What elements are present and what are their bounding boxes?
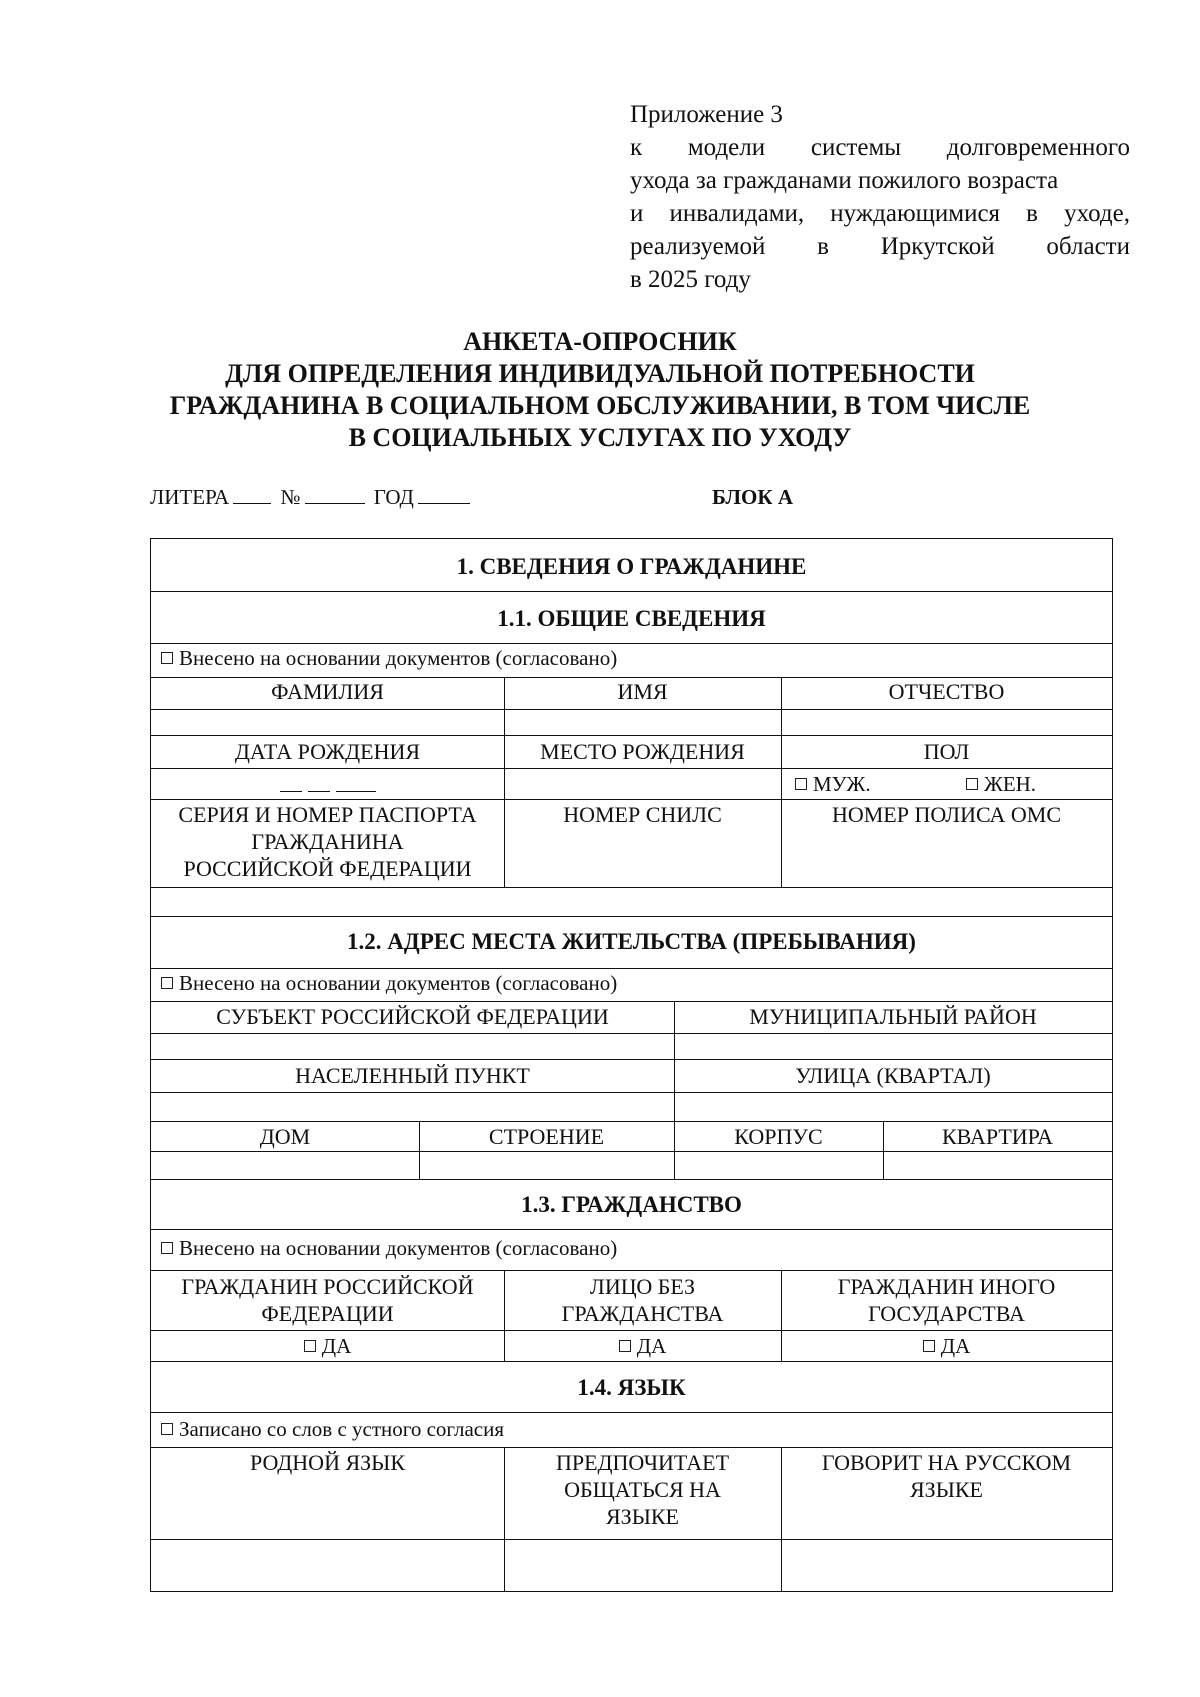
sex-male-option[interactable] bbox=[795, 771, 871, 798]
s13-documents-note bbox=[151, 1235, 1112, 1262]
appendix-line: и инвалидами, нуждающимися в уходе, bbox=[630, 200, 1130, 227]
s14-verbal-note bbox=[151, 1416, 1112, 1443]
appendix-line: в 2025 году bbox=[630, 266, 751, 293]
building-label: СТРОЕНИЕ bbox=[488, 1124, 605, 1149]
litera-label: ЛИТЕРА bbox=[150, 485, 230, 509]
label-line: ГРАЖДАНСТВА bbox=[561, 1301, 724, 1326]
birth-place-label: МЕСТО РОЖДЕНИЯ bbox=[540, 739, 745, 764]
passport-label-line: ГРАЖДАНИНА bbox=[251, 829, 404, 854]
building-field[interactable] bbox=[419, 1152, 674, 1179]
speaks-russian-label bbox=[781, 1449, 1112, 1503]
title-line: АНКЕТА-ОПРОСНИК bbox=[463, 327, 737, 356]
checkbox[interactable] bbox=[619, 1340, 631, 1352]
patronymic-label: ОТЧЕСТВО bbox=[888, 679, 1005, 704]
foreign-citizen-yes-option[interactable] bbox=[781, 1333, 1112, 1360]
surname-label: ФАМИЛИЯ bbox=[271, 679, 384, 704]
locality-label: НАСЕЛЕННЫЙ ПУНКТ bbox=[295, 1063, 530, 1088]
litera-field[interactable] bbox=[233, 485, 271, 504]
preferred-language-field[interactable] bbox=[504, 1540, 781, 1590]
checkbox[interactable] bbox=[161, 1242, 173, 1254]
number-field[interactable] bbox=[305, 485, 365, 504]
appendix-header bbox=[630, 98, 1130, 296]
block-label: БЛОК А bbox=[712, 485, 793, 509]
label-line: ФЕДЕРАЦИИ bbox=[261, 1301, 394, 1326]
label-line: ЯЗЫКЕ bbox=[606, 1504, 679, 1529]
checkbox[interactable] bbox=[161, 1423, 173, 1435]
passport-field[interactable] bbox=[151, 888, 504, 916]
year-field[interactable] bbox=[418, 485, 470, 504]
surname-field[interactable] bbox=[151, 710, 504, 735]
note-text: Внесено на основании документов (согласовано) bbox=[179, 971, 618, 995]
checkbox[interactable] bbox=[304, 1340, 316, 1352]
checkbox[interactable] bbox=[161, 652, 173, 664]
yes-label: ДА bbox=[636, 1334, 667, 1358]
native-language-field[interactable] bbox=[151, 1540, 504, 1590]
oms-label: НОМЕР ПОЛИСА ОМС bbox=[831, 802, 1062, 827]
speaks-russian-field[interactable] bbox=[781, 1540, 1112, 1590]
house-field[interactable] bbox=[151, 1152, 419, 1179]
flat-label: КВАРТИРА bbox=[942, 1124, 1053, 1149]
label-line: ПРЕДПОЧИТАЕТ bbox=[555, 1450, 730, 1475]
corpus-label: КОРПУС bbox=[734, 1124, 823, 1149]
foreign-citizen-label bbox=[781, 1273, 1112, 1327]
patronymic-field[interactable] bbox=[781, 710, 1112, 735]
preferred-language-label bbox=[504, 1449, 781, 1530]
female-label: ЖЕН. bbox=[984, 772, 1037, 796]
label-line: ГРАЖДАНИН ИНОГО bbox=[837, 1274, 1056, 1299]
section-1-2-title: 1.2. АДРЕС МЕСТА ЖИТЕЛЬСТВА (ПРЕБЫВАНИЯ) bbox=[347, 929, 916, 954]
label-line: ЛИЦО БЕЗ bbox=[589, 1274, 696, 1299]
s11-documents-note bbox=[151, 645, 1112, 672]
native-language-label: РОДНОЙ ЯЗЫК bbox=[249, 1450, 406, 1475]
label-line: ЯЗЫКЕ bbox=[910, 1477, 983, 1502]
sex-female-option[interactable] bbox=[966, 771, 1036, 798]
checkbox[interactable] bbox=[966, 778, 978, 790]
note-text: Записано со слов с устного согласия bbox=[179, 1417, 504, 1441]
appendix-line: реализуемой в Иркутской области bbox=[630, 233, 1130, 260]
street-label: УЛИЦА (КВАРТАЛ) bbox=[795, 1063, 991, 1088]
male-label: МУЖ. bbox=[813, 772, 871, 796]
oms-field[interactable] bbox=[781, 888, 1112, 916]
checkbox[interactable] bbox=[161, 977, 173, 989]
label-line: ГРАЖДАНИН РОССИЙСКОЙ bbox=[181, 1274, 474, 1299]
locality-field[interactable] bbox=[151, 1093, 674, 1121]
number-label: № bbox=[280, 485, 301, 509]
name-label: ИМЯ bbox=[617, 679, 668, 704]
name-field[interactable] bbox=[504, 710, 781, 735]
appendix-line: к модели системы долговременного bbox=[630, 134, 1130, 161]
checkbox[interactable] bbox=[795, 778, 807, 790]
rf-citizen-label bbox=[151, 1273, 504, 1327]
title-line: ДЛЯ ОПРЕДЕЛЕНИЯ ИНДИВИДУАЛЬНОЙ ПОТРЕБНОСТИ bbox=[225, 359, 975, 388]
checkbox[interactable] bbox=[923, 1340, 935, 1352]
registration-line bbox=[150, 485, 474, 510]
birth-date-label: ДАТА РОЖДЕНИЯ bbox=[234, 739, 421, 764]
section-1-3-title: 1.3. ГРАЖДАНСТВО bbox=[521, 1192, 742, 1217]
appendix-line: ухода за гражданами пожилого возраста bbox=[630, 167, 1059, 194]
street-field[interactable] bbox=[674, 1093, 1112, 1121]
district-field[interactable] bbox=[674, 1034, 1112, 1059]
sex-label: ПОЛ bbox=[923, 739, 970, 764]
appendix-title: Приложение 3 bbox=[630, 101, 783, 128]
label-line: ГОСУДАРСТВА bbox=[868, 1301, 1025, 1326]
form-table bbox=[150, 538, 1113, 1592]
house-label: ДОМ bbox=[259, 1124, 311, 1149]
district-label: МУНИЦИПАЛЬНЫЙ РАЙОН bbox=[749, 1004, 1037, 1029]
label-line: ГОВОРИТ НА РУССКОМ bbox=[821, 1450, 1072, 1475]
year-label: ГОД bbox=[373, 485, 414, 509]
title-line: ГРАЖДАНИНА В СОЦИАЛЬНОМ ОБСЛУЖИВАНИИ, В ТОМ ЧИСЛЕ bbox=[169, 391, 1031, 420]
note-text: Внесено на основании документов (согласовано) bbox=[179, 646, 618, 670]
corpus-field[interactable] bbox=[674, 1152, 883, 1179]
s12-documents-note bbox=[151, 970, 1112, 997]
subject-field[interactable] bbox=[151, 1034, 674, 1059]
stateless-yes-option[interactable] bbox=[504, 1333, 781, 1360]
subject-label: СУБЪЕКТ РОССИЙСКОЙ ФЕДЕРАЦИИ bbox=[216, 1004, 609, 1029]
flat-field[interactable] bbox=[883, 1152, 1112, 1179]
yes-label: ДА bbox=[940, 1334, 971, 1358]
passport-label bbox=[151, 801, 504, 882]
snils-field[interactable] bbox=[504, 888, 781, 916]
title-line: В СОЦИАЛЬНЫХ УСЛУГАХ ПО УХОДУ bbox=[348, 423, 852, 452]
section-1-1-title: 1.1. ОБЩИЕ СВЕДЕНИЯ bbox=[497, 606, 766, 631]
birth-date-field[interactable] bbox=[151, 771, 504, 798]
sex-options bbox=[781, 771, 1112, 798]
snils-label: НОМЕР СНИЛС bbox=[563, 802, 722, 827]
yes-label: ДА bbox=[321, 1334, 352, 1358]
stateless-label bbox=[504, 1273, 781, 1327]
document-title bbox=[0, 326, 1200, 454]
passport-label-line: РОССИЙСКОЙ ФЕДЕРАЦИИ bbox=[183, 856, 472, 881]
passport-label-line: СЕРИЯ И НОМЕР ПАСПОРТА bbox=[178, 802, 477, 827]
note-text: Внесено на основании документов (согласовано) bbox=[179, 1236, 618, 1260]
rf-citizen-yes-option[interactable] bbox=[151, 1333, 504, 1360]
label-line: ОБЩАТЬСЯ НА bbox=[564, 1477, 721, 1502]
birth-place-field[interactable] bbox=[504, 771, 781, 798]
section-1-4-title: 1.4. ЯЗЫК bbox=[577, 1375, 686, 1400]
section-1-title: 1. СВЕДЕНИЯ О ГРАЖДАНИНЕ bbox=[456, 554, 807, 579]
